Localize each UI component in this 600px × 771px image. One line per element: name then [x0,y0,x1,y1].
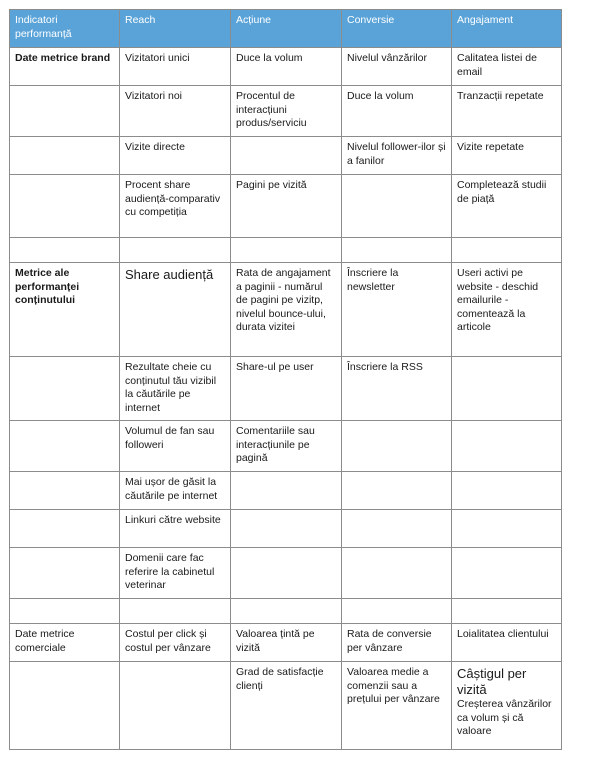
table-cell [120,238,231,263]
table-cell: Vizite directe [120,137,231,175]
table-cell [452,599,562,624]
table-cell [452,421,562,472]
table-cell [10,357,120,421]
table-cell: Useri activi pe website - deschid emailurile - comentează la articole [452,263,562,357]
header-conversie: Conversie [342,10,452,48]
table-cell: Completează studii de piață [452,175,562,238]
header-reach: Reach [120,10,231,48]
table-row [10,624,562,662]
table-row [10,510,562,548]
table-cell: Valoarea medie a comenzii sau a prețului per vânzare [342,662,452,750]
table-cell [10,599,120,624]
table-cell [452,510,562,548]
table-cell [452,357,562,421]
table-cell: Loialitatea clientului [452,624,562,662]
table-cell: Duce la volum [231,48,342,86]
table-cell [10,175,120,238]
table-cell: Costul per click și costul per vânzare [120,624,231,662]
table-cell: Volumul de fan sau followeri [120,421,231,472]
table-cell: Nivelul follower-ilor și a fanilor [342,137,452,175]
category-cell: Metrice ale performanței conținutului [10,263,120,357]
header-actiune: Acțiune [231,10,342,48]
table-cell: Procentul de interacțiuni produs/serviciu [231,86,342,137]
table-cell: Pagini pe vizită [231,175,342,238]
table-row [10,472,562,510]
spacer-row [10,599,562,624]
table-cell [231,472,342,510]
table-cell: Vizitatori noi [120,86,231,137]
table-cell [231,238,342,263]
table-cell: Rezultate cheie cu conținutul tău vizibil la căutările pe internet [120,357,231,421]
table-cell [231,548,342,599]
table-cell [342,599,452,624]
table-cell [10,86,120,137]
table-cell: Valoarea țintă pe vizită [231,624,342,662]
table-cell: Vizite repetate [452,137,562,175]
table-cell: Comentariile sau interacțiunile pe pagină [231,421,342,472]
category-cell: Date metrice brand [10,48,120,86]
spacer-row [10,238,562,263]
table-cell [342,548,452,599]
table-cell [342,510,452,548]
table-cell: Înscriere la newsletter [342,263,452,357]
table-cell: Share audiență [120,263,231,357]
table-cell [231,510,342,548]
table-cell [10,238,120,263]
header-angajament: Angajament [452,10,562,48]
table-cell: Mai ușor de găsit la căutările pe internet [120,472,231,510]
table-cell [120,662,231,750]
table-row [10,48,562,86]
table-row [10,137,562,175]
table-cell [342,421,452,472]
table-cell: Înscriere la RSS [342,357,452,421]
table-row [10,548,562,599]
header-row [10,10,562,48]
table-cell: Duce la volum [342,86,452,137]
table-cell [10,662,120,750]
table-cell: Calitatea listei de email [452,48,562,86]
table-cell [10,421,120,472]
table-cell [10,510,120,548]
table-cell: Rata de conversie per vânzare [342,624,452,662]
table-cell: Vizitatori unici [120,48,231,86]
table-cell: Domenii care fac referire la cabinetul veterinar [120,548,231,599]
table-cell: Share-ul pe user [231,357,342,421]
performance-metrics-table [9,9,562,750]
table-cell: Tranzacții repetate [452,86,562,137]
table-cell [452,548,562,599]
table-cell [10,137,120,175]
table-row [10,357,562,421]
table-cell [120,599,231,624]
table-cell [231,137,342,175]
table-cell [452,238,562,263]
highlight-text: Câștigul per vizită [457,666,527,697]
table-cell [10,472,120,510]
table-cell [10,548,120,599]
table-row [10,421,562,472]
table-cell [342,472,452,510]
table-row [10,662,562,750]
table-row [10,86,562,137]
table-row [10,175,562,238]
table-cell: Procent share audiență-comparativ cu competiția [120,175,231,238]
table-cell: Nivelul vânzărilor [342,48,452,86]
table-cell [452,472,562,510]
table-cell [342,175,452,238]
category-cell: Date metrice comerciale [10,624,120,662]
table-cell [231,599,342,624]
table-cell [342,238,452,263]
table-cell [452,662,562,750]
table-cell: Grad de satisfacție clienți [231,662,342,750]
table-cell: Linkuri către website [120,510,231,548]
header-indicatori: Indicatori performanță [10,10,120,48]
table-cell-text: Creșterea vânzărilor ca volum și că valoare [457,698,552,737]
table-cell: Rata de angajament a paginii - numărul de pagini pe vizitp, nivelul bounce-ului, durata vizitei [231,263,342,357]
table-row [10,263,562,357]
